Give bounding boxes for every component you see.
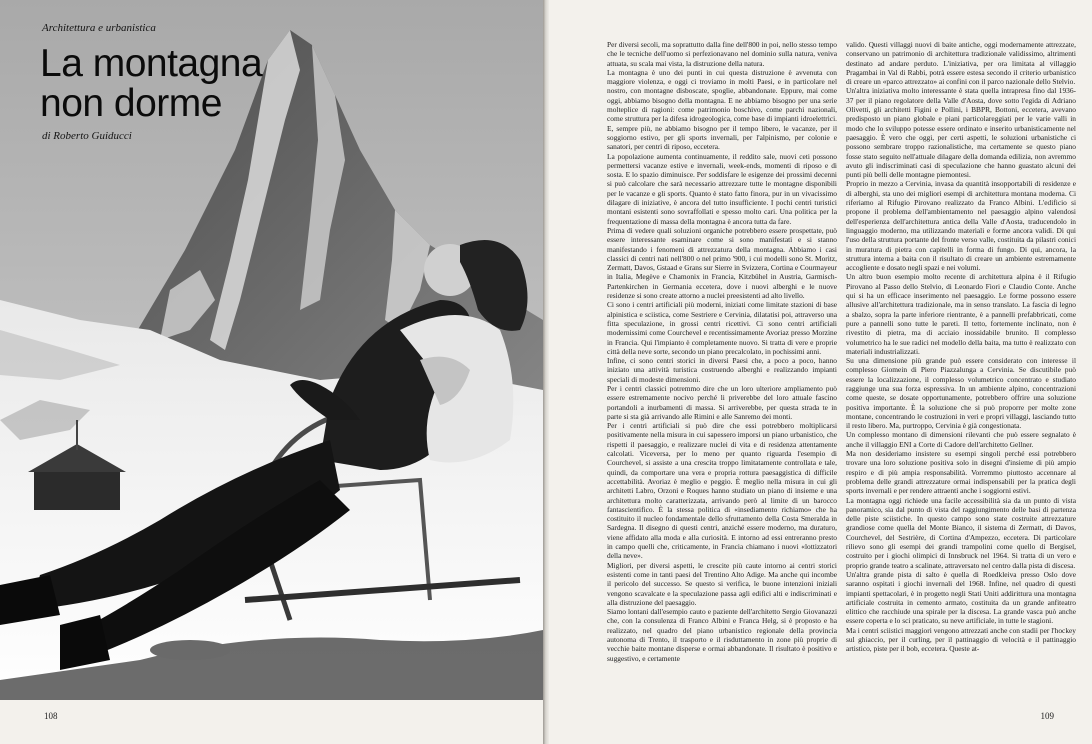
paragraph: Un complesso montano di dimensioni rilevanti che può essere segnalato è anche il villaggio ENI a Corte di Cadore dell'architetto Gellner.	[846, 430, 1076, 449]
title-line-1: La montagna	[40, 42, 263, 85]
text-column-2	[846, 40, 1076, 722]
paragraph: Proprio in mezzo a Cervinia, invasa da quantità insopportabili di residenze e di alberghi, sta uno dei migliori esempi di architettura montana moderna. Ci riferiamo al Rifugio Pirovano realizzato da Franco Albini. L'edificio si propone il problema dell'ambientamento nel paesaggio alpino valendosi dell'esperienza dell'architettura antica della Valle d'Aosta, traducendolo in linguaggio moderno, ma utilizzando materiali e forme ancora validi. Di qui l'uso della struttura portante del fronte verso valle, costituita da pilastri conici in muratura di pietra con capitelli in forma di fungo. Di qui, ancora, la struttura interna a baita con il risultato di creare un ambiente estremamente accogliente e dosato negli spazi e nei volumi.	[846, 179, 1076, 273]
paragraph: La montagna oggi richiede una facile accessibilità sia da un punto di vista panoramico, sia dal punto di vista del raggiungimento delle basi di partenza delle piste sciistiche. In questo campo sono state costruite attrezzature grandiose come quella del Monte Bianco, il sistema di Zermatt, di Davos, Courchevel, del Sestrière, di Cortina d'Ampezzo, eccetera. Di particolare rilievo sono gli esempi dei grandi trampolini come quello di Bergisel, costruito per i giochi olimpici di Innsbruck nel 1964. Si tratta di un vero e proprio grande teatro a scalinate, attraversato nel centro dalla pista di discesa.	[846, 495, 1076, 570]
left-page	[0, 0, 543, 744]
paragraph: La montagna è uno dei punti in cui questa distruzione è avvenuta con maggiore violenza, e oggi ci troviamo in molti Paesi, e in particolare nel nostro, con montagne disboscate, spoglie, abbandonate. Eppure, mai come oggi, abbiamo bisogno della montagna. E ne abbiamo bisogno per una serie molteplice di ragioni: come patrimonio boschivo, come parchi nazionali, come struttura per la difesa idrogeologica, come base di impianti idroelettrici. E, sempre più, ne abbiamo bisogno per il tempo libero, le vacanze, per il soggiorno estivo, per gli sports invernali, per l'alpinismo, per colonie e sanatori, per centri di riposo, eccetera.	[607, 67, 837, 152]
paragraph: valido. Questi villaggi nuovi di baite antiche, oggi modernamente attrezzate, conservano un patrimonio di architettura tradizionale validissimo, altrimenti destinato ad andare perduto. L'iniziativa, per ora limitata al villaggio Pragambai in Val di Rabbi, potrà essere estesa secondo il criterio urbanistico di creare un «parco attrezzato» ai confini con il parco nazionale dello Stelvio.	[846, 40, 1076, 87]
paragraph: Ma non desideriamo insistere su esempi singoli perché essi potrebbero trovare una loro soluzione positiva solo in disegni d'insieme di più ampio respiro e di più ampia responsabilità. Vorremmo piuttosto accennare al problema delle grandi attrezzature ormai indispensabili per la pratica degli sports invernali e per rendere attraenti anche i soggiorni estivi.	[846, 449, 1076, 496]
paragraph: Prima di vedere quali soluzioni organiche potrebbero essere prospettate, può essere interessante esaminare come si sono manifestati e si stanno manifestando i fenomeni di attrezzatura della montagna. Abbiamo i casi classici di centri nati nell'800 o nel primo '900, i cui modelli sono St. Moritz, Zermatt, Davos, Gstaad e Grans sur Sierre in Svizzera, Cortina e Courmayeur in Italia, Megève e Chamonix in Francia, Kitzbühel in Austria, Garmisch-Partenkirchen in Germania eccetera, dove i nuovi alberghi e le nuove residenze si sono create attorno a nuclei preesistenti ad alto livello.	[607, 225, 837, 301]
paragraph: Migliori, per diversi aspetti, le crescite più caute intorno ai centri storici esistenti come in tanti paesi del Trentino Alto Adige. Ma anche qui incombe il pericolo del successo. Se questo si verifica, le buone intenzioni iniziali vengono scavalcate e la speculazione passa agli edifici alti e indiscriminati e alla distruzione del paesaggio.	[607, 560, 837, 607]
paragraph: Infine, ci sono centri storici in diversi Paesi che, a poco a poco, hanno iniziato una attività turistica costruendo alberghi e realizzando impianti speciali di modeste dimensioni.	[607, 356, 837, 384]
paragraph: Per diversi secoli, ma soprattutto dalla fine dell'800 in poi, nello stesso tempo che le tecniche dell'uomo si perfezionavano nel dominio sulla natura, veniva attuata, su scala mai vista, la distruzione della natura.	[607, 40, 837, 68]
right-page	[549, 0, 1092, 744]
paragraph: Su una dimensione più grande può essere considerato con interesse il complesso Giomein di Piero Piazzalunga a Cervinia. Se discutibile può essere la localizzazione, il complesso volumetrico concentrato e studiato raggiunge una sua forza espressiva. In un ambiente alpino, concentrazioni come queste, se dosate opportunamente, potrebbero offrire una soluzione positiva importante. È la soluzione che si può proporre per molte zone montane, concentrando le costruzioni in veri e propri villaggi, lasciando tutto il resto libero. Ma, purtroppo, Cervinia è già congestionata.	[846, 356, 1076, 431]
section-label: Architettura e urbanistica	[42, 22, 156, 34]
paragraph: Siamo lontani dall'esempio cauto e paziente dell'architetto Sergio Giovanazzi che, con la consulenza di Franco Albini e Franca Helg, si è proposto e ha realizzato, nel quadro del piano urbanistico regionale della provincia autonoma di Trento, il trasporto e il risduttamento in zone più proprie di vecchie baite montane disperse e ormai abbandonate. Il risultato è positivo e suggestivo, e certamente	[607, 607, 837, 663]
chalet	[34, 470, 120, 510]
page-number-left: 108	[44, 711, 58, 721]
paragraph: Un'altra grande pista di salto è quella di Roedkleiva presso Oslo dove saranno ospitati i giochi invernali del 1968. Infine, nel quadro di questi impianti spettacolari, è in progetto negli Stati Uniti addirittura una montagna artificiale costruita in cemento armato, costituita da un grande anfiteatro elittico che racchiude una spirale per la discesa. La grande vasca può anche essere coperta e lo sci praticato, su neve artificiale, in tutte le stagioni.	[846, 569, 1076, 626]
article-title	[40, 44, 262, 124]
page-number-right: 109	[1040, 711, 1054, 721]
paragraph: Per i centri artificiali si può dire che essi potrebbero moltiplicarsi positivamente nella misura in cui sapessero imporsi un piano urbanistico, che rispetti il paesaggio, e realizzare nuclei di vita e di residenza attentamente calcolati. Viceversa, per lo meno per quanto riguarda l'esempio di Courchevel, si assiste a una crescita troppo limitatamente controllata e tale, quindi, da comportare una vera e propria rottura paesaggistica di difficile accettabilità. Avoriaz è meglio e peggio. È meglio nella misura in cui gli architetti Labro, Orzoni e Roques hanno studiato un piano di insieme e una architettura molto caratterizzata, arrivando però al limite di un barocco fantascientifico. È la stessa politica di «insediamento richiamo» che ha costituito il nucleo fondamentale dello sfruttamento della Costa Smeralda in Sardegna. Il disegno di questi centri, anziché essere moderno, ma duraturo, viene affidato alla moda e alla curiosità. E intorno ad essi entreranno presto in campo quelli che, criticamente, in Francia chiamano i nuovi «lottizzatori della neve».	[607, 421, 837, 561]
text-column-1	[607, 40, 837, 722]
paragraph: La popolazione aumenta continuamente, il reddito sale, nuovi ceti possono permettersi vacanze estive e invernali, week-ends, momenti di riposo e di sosta. E lo spazio diminuisce. Per soddisfare le esigenze dei prossimi decenni si può calcolare che sarà necessario attrezzare tutte le montagne disponibili per le vacanze e gli sports. Quanto è stato fatto finora, pur in un vivacissimo dilagare di iniziative, è ancora del tutto insufficiente. I pochi centri turistici montani esistenti sono sovraffollati e spesso molto cari. Una politica per la frequentazione di massa della montagna è ancora tutta da fare.	[607, 151, 837, 226]
paragraph: Un altro buon esempio molto recente di architettura alpina è il Rifugio Pirovano al Passo dello Stelvio, di Leonardo Fiori e Claudio Conte. Anche qui si ha un efficace inserimento nel paesaggio. Le forme possono essere allusive all'architettura tradizionale, ma in senso translato. La fascia di legno a sbalzo, sopra la parte inferiore rientrante, è a pannelli prefabbricati, come pure a pannelli sono tutte le pareti. Il tetto, fortemente inclinato, non è rivestito di pietra, ma di acciaio inossidabile brunito. Il complesso volumetrico ha le sue radici nel modello della baita, ma tutto è realizzato con materiali industrializzati.	[846, 272, 1076, 356]
paragraph: Un'altra iniziativa molto interessante è stata quella intrapresa fino dal 1936-37 per il piano regolatore della Valle d'Aosta, dove sotto l'egida di Adriano Olivetti, gli architetti Figini e Pollini, i BBPR, Bottoni, eccetera, avevano predisposto un piano globale e piani particolareggiati per le varie valli in modo che lo sviluppo potesse essere ordinato e inserito urbanisticamente nel paesaggio. È vero che oggi, per certi aspetti, le soluzioni urbanistiche ci possono sembrare troppo razionalistiche, ma certamente se questo piano fosse stato seguito nell'attuale dilagare della domanda edilizia, non avremmo avuto gli indiscriminati casi di speculazione che hanno guastato alcuni dei punti più belli delle montagne piemontesi.	[846, 86, 1076, 180]
paragraph: Per i centri classici potremmo dire che un loro ulteriore ampliamento può essere estremamente nocivo perché li priverebbe del loro attuale fascino portandoli a inurbamenti di massa. Si arriverebbe, per questa strada te in parte si sta già arrivando alle Rimini e alle Sanremo dei monti.	[607, 383, 837, 421]
title-line-2: non dorme	[40, 82, 222, 125]
byline: di Roberto Guiducci	[42, 130, 132, 142]
paragraph: Ma i centri sciistici maggiori vengono attrezzati anche con stadii per l'hockey sul ghiaccio, per il curling, per il pattinaggio di velocità e il pattinaggio artistico, piste per il bob, eccetera. Queste at-	[846, 625, 1076, 654]
paragraph: Ci sono i centri artificiali più moderni, iniziati come limitate stazioni di base alpinistica e sciistica, come Sestriere e Cervinia, dilatatisi poi, attraverso una fitta speculazione, in grossi centri ricettivi. Ci sono centri artificiali modernissimi come Courchevel e recentissimamente Avoriaz presso Morzine in Francia. Qui l'impianto è completamente nuovo. Si tratta di vere e proprie città della neve sorte, secondo un piano precalcolato, in pochissimi anni.	[607, 300, 837, 356]
